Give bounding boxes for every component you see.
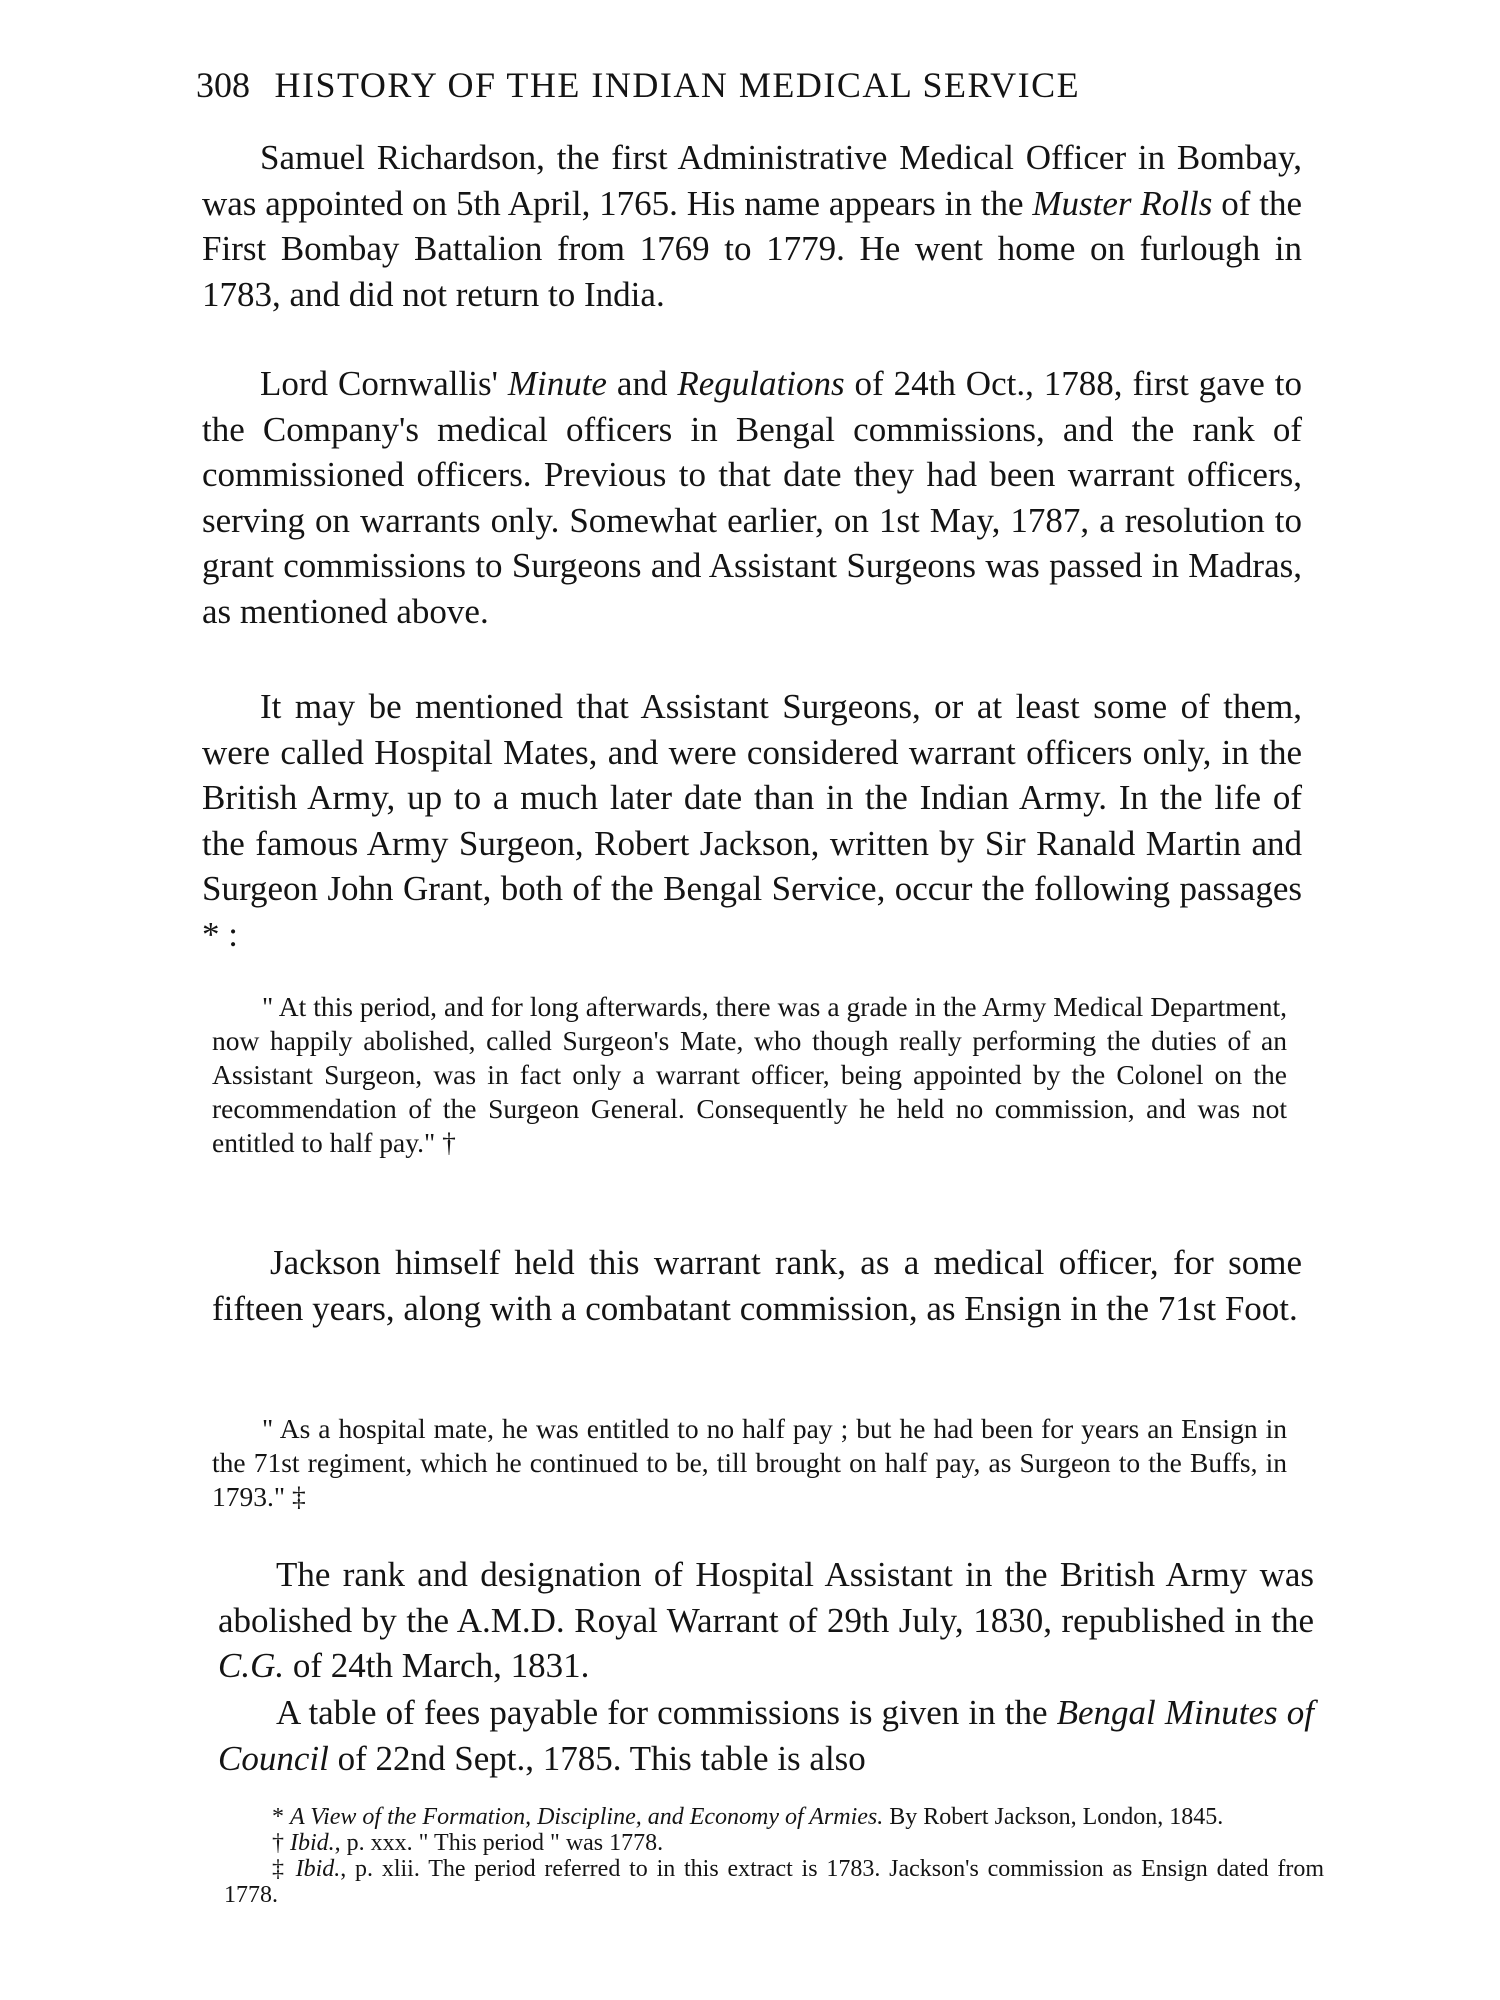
italic-cg: C.G. bbox=[218, 1646, 285, 1685]
footnote-3: ‡ Ibid., p. xlii. The period referred to in this extract is 1783. Jackson's commission as Ensign dated from 1778. bbox=[224, 1856, 1325, 1908]
paragraph-jackson-rank: Jackson himself held this warrant rank, as a medical officer, for some fifteen years, along with a combatant commission, as Ensign in the 71st Foot. bbox=[212, 1243, 1302, 1328]
italic-minute: Minute bbox=[507, 364, 607, 403]
paragraph-hospital-assistant: The rank and designation of Hospital Assistant in the British Army was abolished by the A.M.D. Royal Warrant of 29th July, 1830, republished in the C.G. of 24th March, 1831. bbox=[218, 1555, 1314, 1685]
running-title: HISTORY OF THE INDIAN MEDICAL SERVICE bbox=[274, 65, 1081, 105]
footnote-2: † Ibid., p. xxx. " This period " was 1778. bbox=[272, 1830, 664, 1856]
page-number: 308 bbox=[196, 65, 250, 105]
quote-surgeons-mate: " At this period, and for long afterwards, there was a grade in the Army Medical Department, now happily abolished, called Surgeon's Mate, who though really performing the duties of an Assistant Surgeon, was in fact only a warrant officer, being appointed by the Colonel on the recommendation of the Surgeon General. Consequently he held no commission, and was not entitled to half pay." † bbox=[212, 991, 1287, 1158]
italic-muster-rolls: Muster Rolls bbox=[1032, 183, 1213, 223]
paragraph-table-of-fees: A table of fees payable for commissions is given in the Bengal Minutes of Council of 22nd Sept., 1785. This table is also bbox=[218, 1693, 1314, 1778]
running-head bbox=[196, 64, 1080, 106]
quote-hospital-mate: " As a hospital mate, he was entitled to no half pay ; but he had been for years an Ensign in the 71st regiment, which he continued to be, till brought on half pay, as Surgeon to the Buffs, in 1793." ‡ bbox=[212, 1413, 1287, 1512]
footnotes bbox=[224, 1804, 1324, 1908]
italic-bengal-minutes: Bengal Minutes of Council bbox=[218, 1693, 1314, 1778]
paragraph-hospital-mates: It may be mentioned that Assistant Surgeons, or at least some of them, were called Hospital Mates, and were considered warrant officers only, in the British Army, up to a much later date than in the Indian Army. In the life of the famous Army Surgeon, Robert Jackson, written by Sir Ranald Martin and Surgeon John Grant, both of the Bengal Service, occur the following passages * : bbox=[202, 687, 1302, 954]
paragraph-cornwallis: Lord Cornwallis' Minute and Regulations of 24th Oct., 1788, first gave to the Company's medical officers in Bengal commissions, and the rank of commissioned officers. Previous to that date they had been warrant officers, serving on warrants only. Somewhat earlier, on 1st May, 1787, a resolution to grant commissions to Surgeons and Assistant Surgeons was passed in Madras, as mentioned above. bbox=[202, 364, 1302, 631]
paragraph-richardson: Samuel Richardson, the first Administrative Medical Officer in Bombay, was appointed on 5th April, 1765. His name appears in the Muster Rolls of the First Bombay Battalion from 1769 to 1779. He went home on furlough in 1783, and did not return to India. bbox=[202, 138, 1302, 314]
footnote-1: * A View of the Formation, Discipline, and Economy of Armies. By Robert Jackson, London, 1845. bbox=[272, 1804, 1224, 1830]
italic-regulations: Regulations bbox=[677, 364, 845, 403]
